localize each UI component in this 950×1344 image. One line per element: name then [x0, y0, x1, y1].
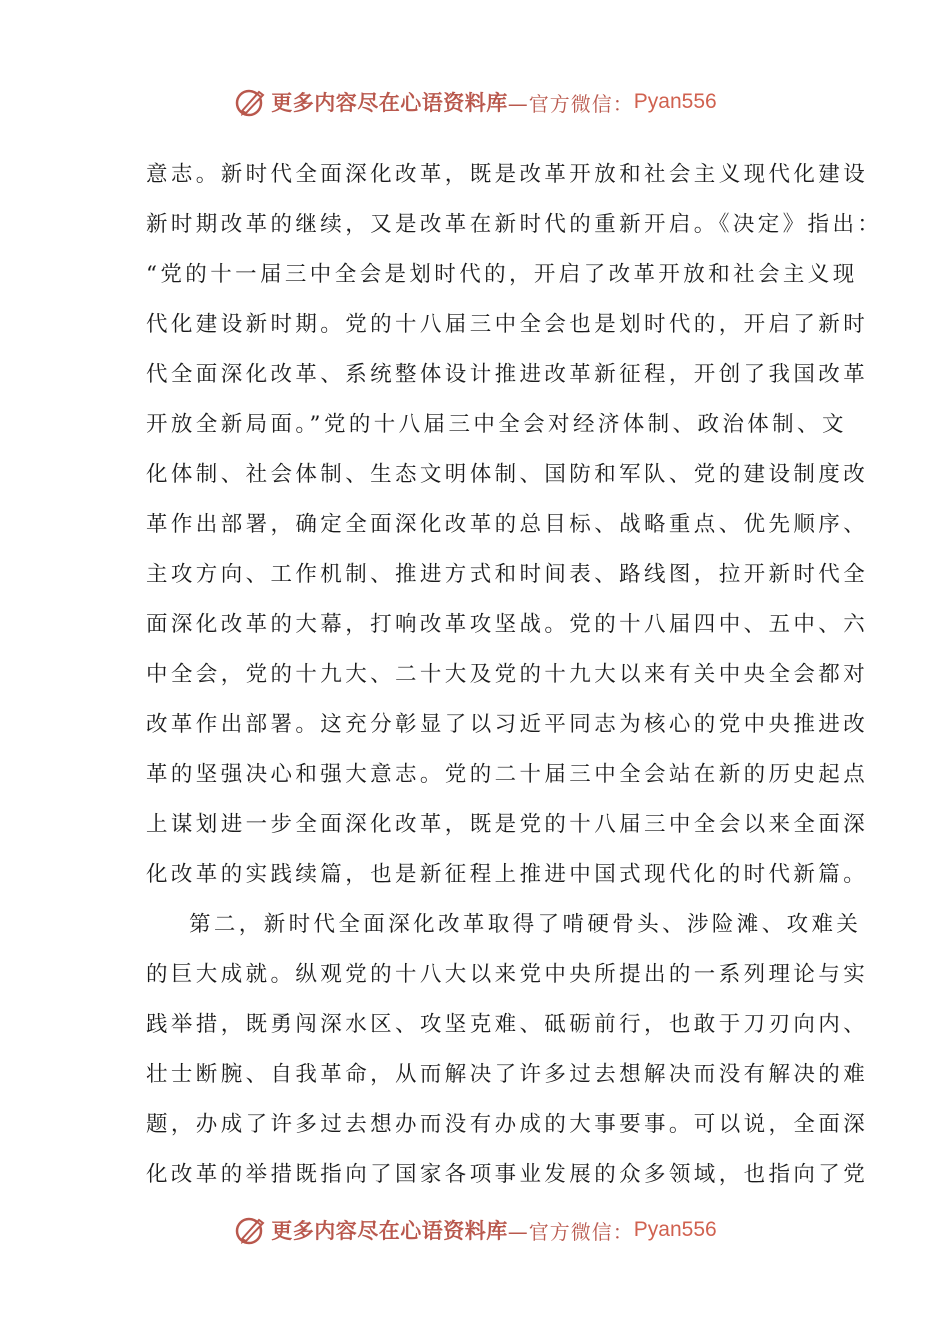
text-line: 践举措，既勇闯深水区、攻坚克难、砥砺前行，也敢于刀刃向内、 — [146, 1012, 869, 1037]
header-banner — [0, 82, 950, 122]
banner-separator: —官方微信： — [507, 1219, 634, 1244]
footer-banner — [0, 1210, 950, 1250]
text-line: “党的十一届三中全会是划时代的，开启了改革开放和社会主义现 — [146, 262, 858, 287]
document-body — [146, 150, 883, 1200]
text-line: 面深化改革的大幕，打响改革攻坚战。党的十八届四中、五中、六 — [146, 612, 869, 637]
text-line: 代化建设新时期。党的十八届三中全会也是划时代的，开启了新时 — [146, 312, 869, 337]
text-line: 化改革的举措既指向了国家各项事业发展的众多领域，也指向了党 — [146, 1162, 869, 1187]
banner-wechat-id: Pyan556 — [633, 1218, 717, 1241]
text-line: 开放全新局面。”党的十八届三中全会对经济体制、政治体制、文 — [146, 412, 847, 437]
text-line: 化改革的实践续篇，也是新征程上推进中国式现代化的时代新篇。 — [146, 862, 869, 887]
text-line: 题，办成了许多过去想办而没有办成的大事要事。可以说，全面深 — [146, 1112, 869, 1137]
text-line: 中全会，党的十九大、二十大及党的十九大以来有关中央全会都对 — [146, 662, 869, 687]
pen-logo-icon — [233, 1213, 267, 1247]
paragraph-start-line: 第二，新时代全面深化改革取得了啃硬骨头、涉险滩、攻难关 — [189, 912, 862, 937]
text-line: 革作出部署，确定全面深化改革的总目标、战略重点、优先顺序、 — [146, 512, 869, 537]
banner-wechat-id: Pyan556 — [633, 90, 717, 113]
text-line: 革的坚强决心和强大意志。党的二十届三中全会站在新的历史起点 — [146, 762, 869, 787]
text-line: 新时期改革的继续，又是改革在新时代的重新开启。《决定》指出： — [146, 212, 883, 237]
banner-separator: —官方微信： — [507, 91, 634, 116]
text-line: 主攻方向、工作机制、推进方式和时间表、路线图，拉开新时代全 — [146, 562, 869, 587]
text-line: 上谋划进一步全面深化改革，既是党的十八届三中全会以来全面深 — [146, 812, 869, 837]
banner-title: 更多内容尽在心语资料库 — [271, 90, 508, 115]
pen-logo-icon — [233, 85, 267, 119]
text-line: 改革作出部署。这充分彰显了以习近平同志为核心的党中央推进改 — [146, 712, 869, 737]
text-line: 壮士断腕、自我革命，从而解决了许多过去想解决而没有解决的难 — [146, 1062, 869, 1087]
text-line: 的巨大成就。纵观党的十八大以来党中央所提出的一系列理论与实 — [146, 962, 869, 987]
banner-title: 更多内容尽在心语资料库 — [271, 1218, 508, 1243]
text-line: 代全面深化改革、系统整体设计推进改革新征程，开创了我国改革 — [146, 362, 869, 387]
text-line: 意志。新时代全面深化改革，既是改革开放和社会主义现代化建设 — [146, 162, 869, 187]
text-line: 化体制、社会体制、生态文明体制、国防和军队、党的建设制度改 — [146, 462, 869, 487]
